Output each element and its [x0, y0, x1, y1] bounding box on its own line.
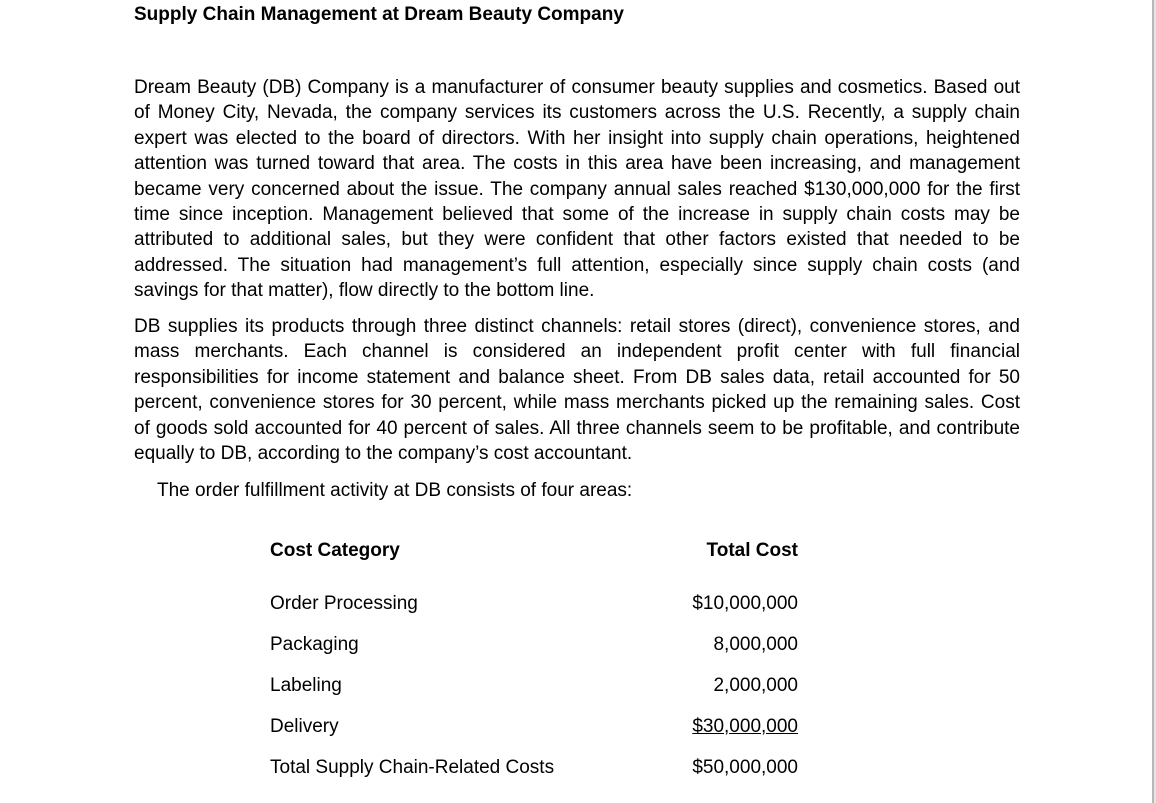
row-total: $10,000,000: [692, 593, 798, 614]
paragraph-company-overview: Dream Beauty (DB) Company is a manufacturer of consumer beauty supplies and cosmetics. Based out of Money City, Nevada, the company services its customers across the U.S. Recently, a supply chain expert was elected to the board of directors. With her insight into supply chain operations, heightened attention was turned toward that area. The costs in this area have been increasing, and management became very concerned about the issue. The company annual sales reached $130,000,000 for the first time since inception. Management believed that some of the increase in supply chain costs may be attributed to additional sales, but they were confident that other factors existed that needed to be addressed. The situation had management’s full attention, especially since supply chain costs (and savings for that matter), flow directly to the bottom line.: [134, 77, 1020, 302]
row-category: Total Supply Chain-Related Costs: [270, 757, 555, 778]
table-row-total: [270, 757, 798, 785]
row-total: 8,000,000: [713, 634, 798, 655]
row-category: Order Processing: [270, 593, 418, 614]
row-category: Labeling: [270, 675, 342, 696]
paragraph-distribution-channels: DB supplies its products through three distinct channels: retail stores (direct), convenience stores, and mass merchants. Each channel is considered an independent profit center with full financial responsibilities for income statement and balance sheet. From DB sales data, retail accounted for 50 percent, convenience stores for 30 percent, while mass merchants picked up the remaining sales. Cost of goods sold accounted for 40 percent of sales. All three channels seem to be profitable, and contribute equally to DB, according to the company’s cost accountant.: [134, 316, 1020, 465]
row-total: $30,000,000: [692, 716, 798, 737]
table-row: [270, 634, 798, 662]
header-cost-category: Cost Category: [270, 540, 400, 561]
row-category: Delivery: [270, 716, 339, 737]
cost-table: [270, 540, 798, 778]
cost-table-header: [270, 540, 798, 568]
table-row: [270, 675, 798, 703]
document-title: Supply Chain Management at Dream Beauty Company: [134, 4, 624, 25]
table-row: [270, 716, 798, 744]
table-row: [270, 593, 798, 621]
row-total: 2,000,000: [713, 675, 798, 696]
header-total-cost: Total Cost: [706, 540, 798, 561]
table-intro: The order fulfillment activity at DB consists of four areas:: [157, 480, 633, 501]
row-total: $50,000,000: [692, 757, 798, 778]
row-category: Packaging: [270, 634, 359, 655]
